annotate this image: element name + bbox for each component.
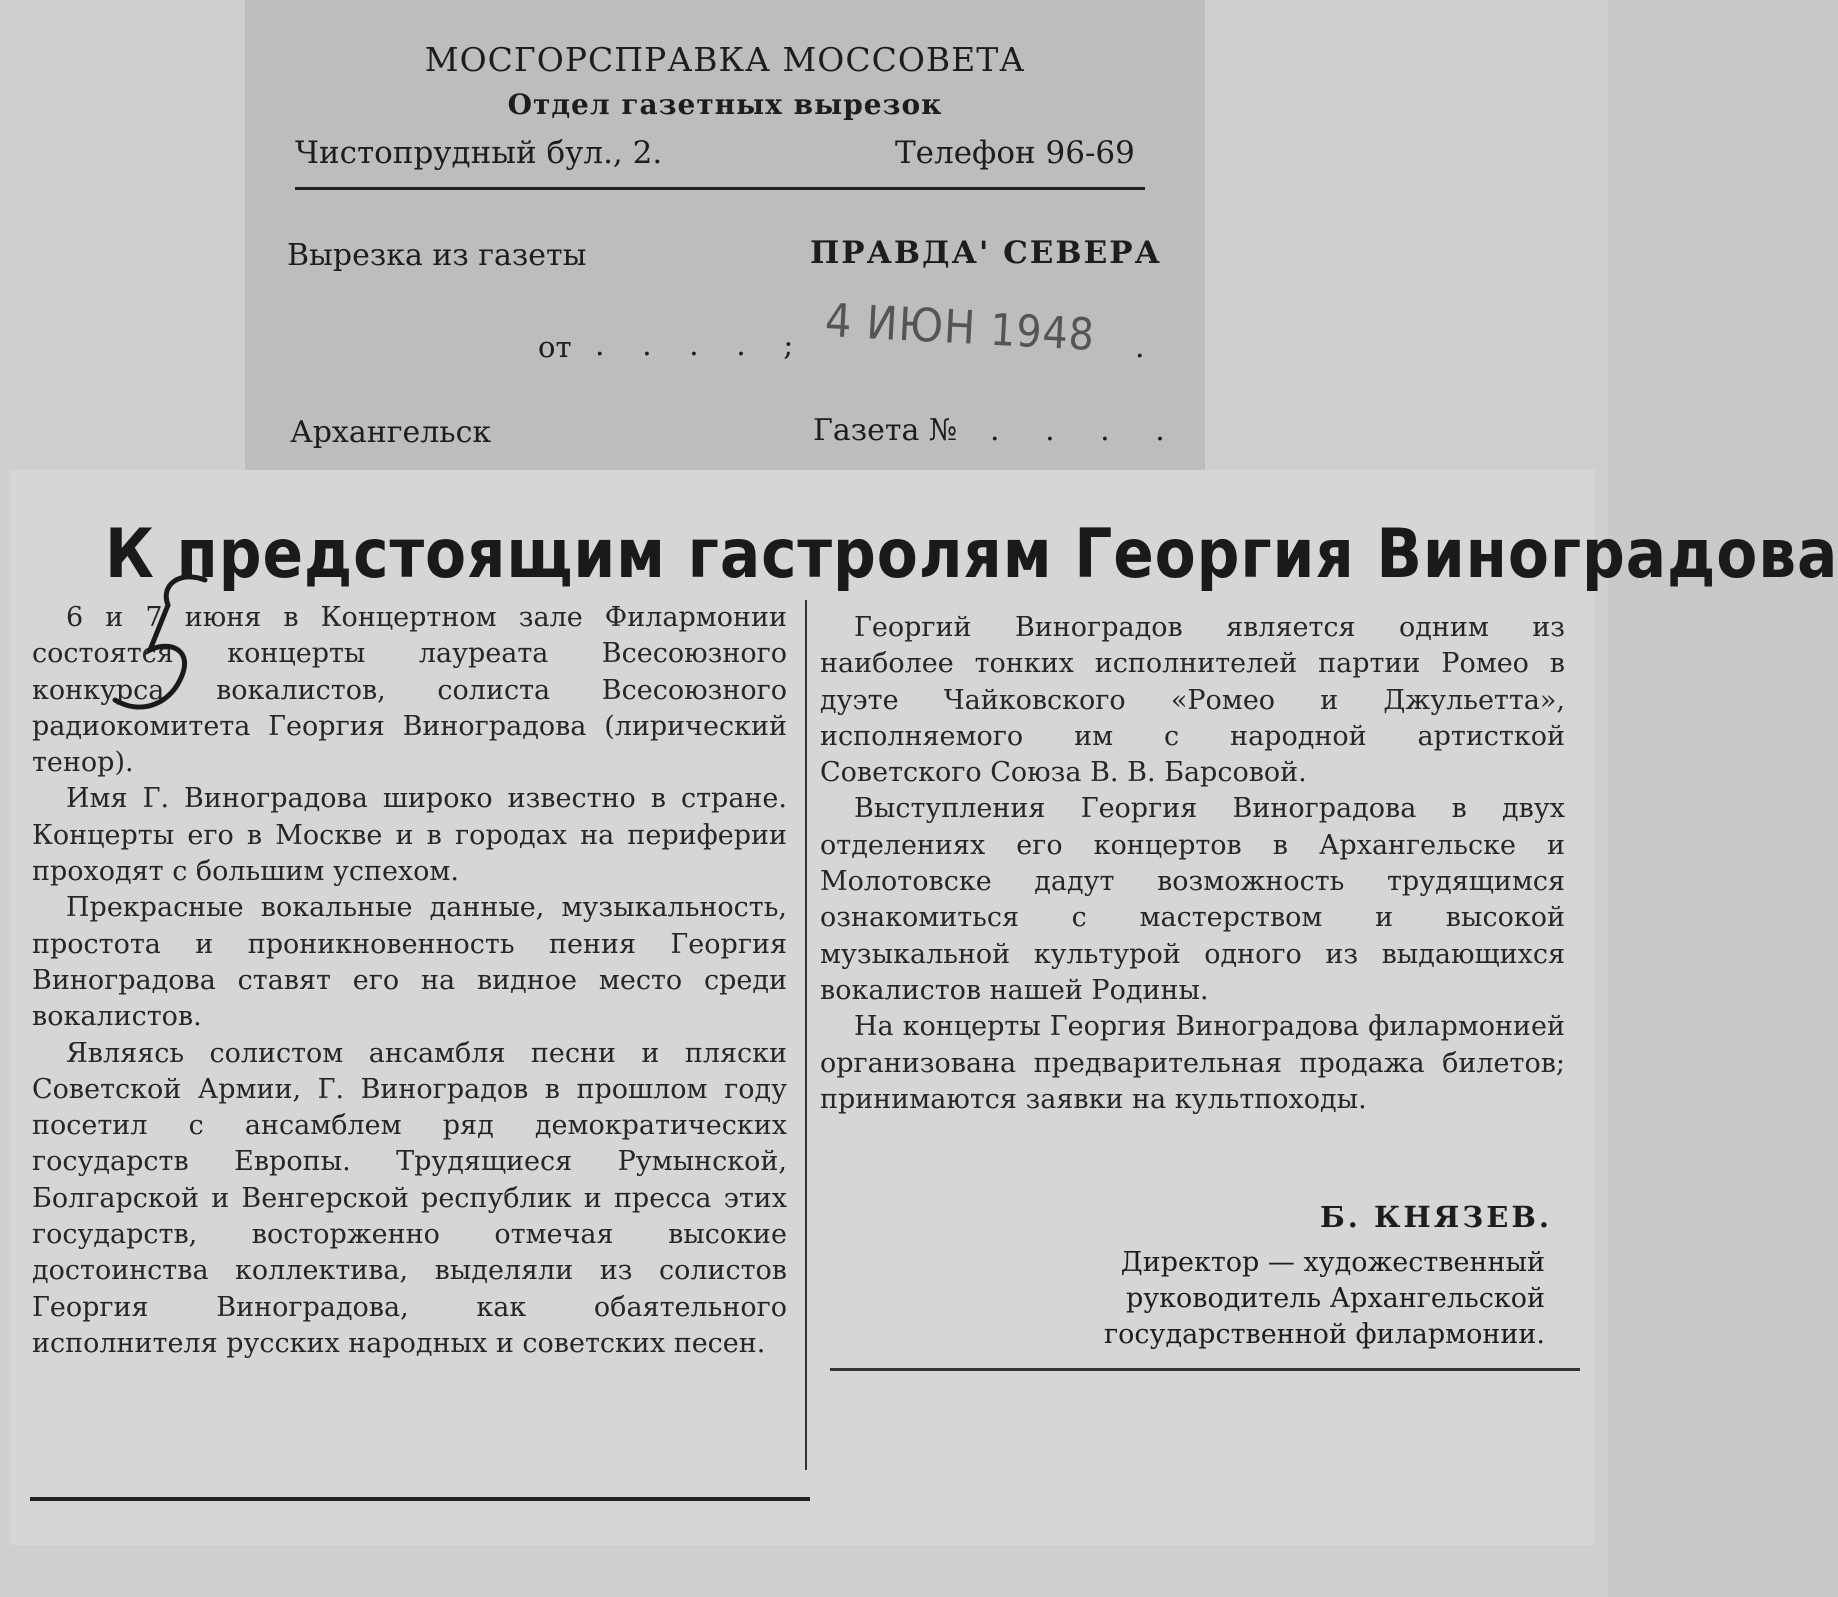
bottom-rule <box>30 1497 810 1501</box>
address: Чистопрудный бул., 2. <box>295 135 663 171</box>
author-signature: Б. КНЯЗЕВ. <box>1320 1200 1552 1234</box>
paragraph: Прекрасные вокальные данные, музыкальность, простота и проникновенность пения Георгия Виноградова ставят его на видное место среди вокалистов. <box>32 892 787 1033</box>
paragraph: 6 и 7 июня в Концертном зале Филармонии состоятся концерты лауреата Всесоюзного конкурса вокалистов, солиста Всесоюзного радиокомитета Георгия Виноградова (лирический тенор). <box>32 602 787 779</box>
date-dot: . <box>1135 330 1145 365</box>
header-divider <box>295 187 1145 190</box>
organization-name: МОСГОРСПРАВКА МОССОВЕТА <box>424 40 1026 79</box>
paragraph: Являясь солистом ансамбля песни и пляски Советской Армии, Г. Виноградов в прошлом году посетил с ансамблем ряд демократических государств Европы. Трудящиеся Румынской, Болгарской и Венгерской республик и пресса этих государств, восторженно отмечая высокие достоинства коллектива, выделяли из солистов Георгия Виноградова, как обаятельного исполнителя русских народных и советских песен. <box>32 1037 787 1359</box>
paragraph: На концерты Георгия Виноградова филармонией организована предварительная продажа билетов; принимаются заявки на культпоходы. <box>820 1011 1565 1115</box>
column-divider <box>805 600 807 1470</box>
clipping-label: Вырезка из газеты <box>287 238 587 273</box>
issue-dots: . . . . <box>990 413 1183 448</box>
paragraph: Выступления Георгия Виноградова в двух отделениях его концертов в Архангельске и Молотовске дадут возможность трудящимся ознакомиться с мастерством и высокой музыкальной культурой одного из выдающихся вокалистов нашей Родины. <box>820 793 1565 1006</box>
handwritten-mark <box>110 570 220 730</box>
paragraph: Георгий Виноградов является одним из наиболее тонких исполнителей партии Ромео в дуэте Чайковского «Ромео и Джульетта», исполняемого им с народной артисткой Советского Союза В. В. Барсовой. <box>820 612 1565 789</box>
date-stamp <box>824 293 1097 361</box>
right-column-rule <box>830 1368 1580 1371</box>
newspaper-clipping <box>10 470 1838 1545</box>
date-stamp-year: 1948 <box>988 304 1097 362</box>
author-title: Директор — художественный руководитель Архангельской государственной филармонии. <box>1104 1247 1545 1350</box>
newspaper-name: ПРАВДА' СЕВЕРА <box>810 235 1162 271</box>
paragraph: Имя Г. Виноградова широко известно в стране. Концерты его в Москве и в городах на периферии проходят с большим успехом. <box>32 783 787 888</box>
department-name: Отдел газетных вырезок <box>507 88 943 121</box>
city: Архангельск <box>290 415 492 450</box>
date-stamp-day-month: 4 ИЮН <box>823 292 978 355</box>
article-headline: К предстоящим гастролям Георгия Виноградова <box>105 515 1838 594</box>
clipping-service-header <box>245 0 1205 475</box>
phone: Телефон 96-69 <box>895 135 1135 171</box>
issue-label: Газета № <box>813 413 958 448</box>
from-label: от <box>538 330 572 364</box>
date-dots: . . . . ; <box>595 328 808 363</box>
article-column-right <box>820 610 1565 1118</box>
